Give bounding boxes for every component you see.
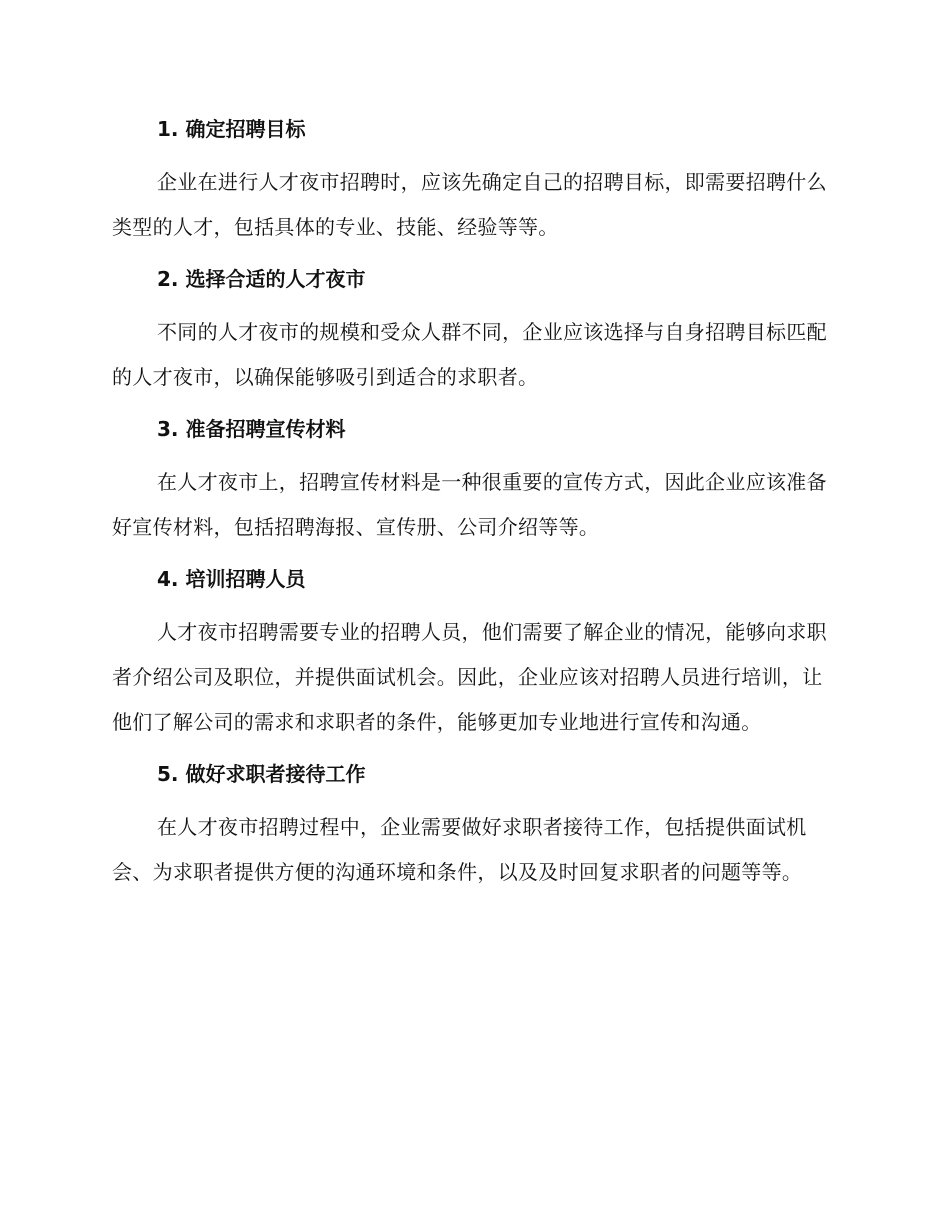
section-paragraph: 人才夜市招聘需要专业的招聘人员，他们需要了解企业的情况，能够向求职者介绍公司及职位，并提供面试机会。因此，企业应该对招聘人员进行培训，让他们了解公司的需求和求职者的条件，能够更加专业地进行宣传和沟通。 — [112, 620, 827, 734]
section-paragraph: 企业在进行人才夜市招聘时，应该先确定自己的招聘目标，即需要招聘什么类型的人才，包括具体的专业、技能、经验等等。 — [112, 170, 827, 239]
section-2 — [112, 262, 832, 400]
section-heading: 1. 确定招聘目标 — [157, 117, 306, 141]
document-content — [112, 112, 832, 907]
section-1 — [112, 112, 832, 250]
section-heading: 3. 准备招聘宣传材料 — [157, 417, 346, 441]
section-3 — [112, 412, 832, 550]
section-heading: 4. 培训招聘人员 — [157, 567, 306, 591]
section-heading: 2. 选择合适的人才夜市 — [157, 267, 366, 291]
section-paragraph: 不同的人才夜市的规模和受众人群不同，企业应该选择与自身招聘目标匹配的人才夜市，以确保能够吸引到适合的求职者。 — [112, 320, 827, 389]
section-paragraph: 在人才夜市上，招聘宣传材料是一种很重要的宣传方式，因此企业应该准备好宣传材料，包括招聘海报、宣传册、公司介绍等等。 — [112, 470, 827, 539]
section-paragraph: 在人才夜市招聘过程中，企业需要做好求职者接待工作，包括提供面试机会、为求职者提供方便的沟通环境和条件，以及及时回复求职者的问题等等。 — [112, 815, 807, 884]
section-4 — [112, 562, 832, 745]
section-5 — [112, 757, 832, 895]
section-heading: 5. 做好求职者接待工作 — [157, 762, 366, 786]
